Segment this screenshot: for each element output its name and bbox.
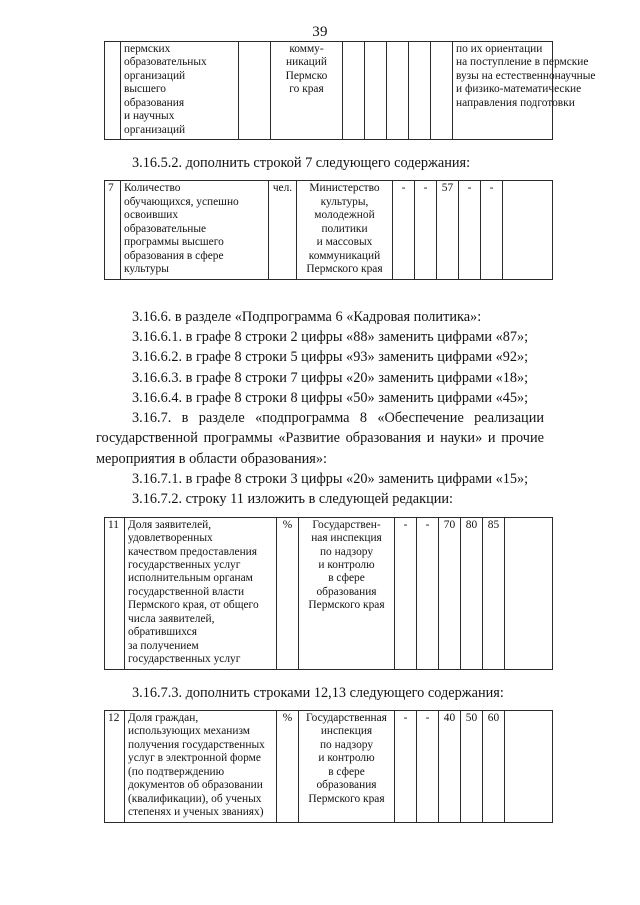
text-line: государственных услуг: [128, 558, 241, 571]
page-content: [0, 41, 640, 823]
cell-value: 85: [483, 517, 505, 669]
text-line: (по подтверждению: [128, 765, 225, 778]
text-line: пермских: [124, 43, 171, 55]
cell-value: -: [417, 517, 439, 669]
table-row: [105, 42, 553, 140]
cell-value: -: [393, 181, 415, 279]
paragraph-3-16-7-3: 3.16.7.3. дополнить строками 12,13 следующего содержания:: [132, 684, 504, 701]
table-continuation-wrapper: [104, 41, 596, 140]
text-line: в сфере: [328, 572, 365, 585]
text-line: образования в сфере: [124, 249, 224, 262]
text-line: по надзору: [319, 738, 374, 751]
text-line: документов об образовании: [128, 779, 263, 792]
paragraph-3-16-6-1: 3.16.6.1. в графе 8 строки 2 цифры «88» заменить цифрами «87»;: [132, 328, 529, 345]
text-line: числа заявителей,: [128, 612, 215, 625]
cell-organization: [297, 181, 393, 279]
cell-indicator-name: [125, 517, 277, 669]
table-row7: [104, 180, 553, 279]
text-line: Министерство: [309, 182, 380, 195]
text-line: организаций: [124, 123, 186, 136]
text-line: го края: [289, 83, 324, 96]
text-line: Пермского края: [308, 599, 385, 612]
text-line: направления подготовки: [456, 96, 575, 109]
text-line: и научных: [124, 110, 175, 123]
cell-unit: чел.: [269, 181, 297, 279]
text-line: Пермского края: [306, 263, 383, 276]
paragraph-3-16-6-3: 3.16.6.3. в графе 8 строки 7 цифры «20» заменить цифрами «18»;: [132, 369, 529, 386]
text-line: удовлетворенных: [128, 532, 213, 545]
spacer: [96, 280, 544, 294]
page-number: 39: [312, 24, 328, 40]
cell-unit: %: [277, 710, 299, 822]
spacer: [96, 703, 544, 710]
text-line: вузы на естественнонаучные: [456, 69, 596, 82]
cell-indicator-name: [125, 710, 277, 822]
text-line: освоивших: [124, 209, 179, 222]
text-line: обучающихся, успешно: [124, 195, 239, 208]
text-line: использующих механизм: [128, 725, 250, 738]
text-line: образовательные: [124, 222, 207, 235]
cell-value: -: [415, 181, 437, 279]
paragraph-3-16-6-4: 3.16.6.4. в графе 8 строки 8 цифры «50» заменить цифрами «45»;: [132, 389, 529, 406]
cell-unit: [239, 42, 271, 140]
text-line: качеством предоставления: [128, 545, 257, 558]
text-line: Количество: [124, 182, 181, 195]
cell-value: 57: [437, 181, 459, 279]
text-line: Пермско: [285, 69, 328, 82]
paragraph-3-16-6-2: 3.16.6.2. в графе 8 строки 5 цифры «93» заменить цифрами «92»;: [132, 349, 529, 366]
text-line: образования: [316, 585, 377, 598]
text-line: никаций: [286, 56, 327, 69]
table-row12: [104, 710, 553, 823]
cell-value: 50: [461, 710, 483, 822]
text-line: по надзору: [319, 545, 374, 558]
text-line: обратившихся: [128, 626, 197, 639]
cell-note: [503, 181, 553, 279]
text-line: высшего: [124, 83, 166, 96]
cell-value: [409, 42, 431, 140]
cell-row-number: [105, 42, 121, 140]
text-line: ная инспекция: [311, 532, 382, 545]
cell-value: 40: [439, 710, 461, 822]
text-line: культуры: [124, 263, 169, 276]
text-line: степенях и ученых званиях): [128, 806, 264, 819]
text-line: образования: [316, 779, 377, 792]
cell-value: -: [395, 710, 417, 822]
text-line: образовательных: [124, 56, 207, 69]
paragraph-3-16-7-2: 3.16.7.2. строку 11 изложить в следующей редакции:: [132, 491, 454, 508]
cell-row-number: 12: [105, 710, 125, 822]
paragraph-3-16-7-1: 3.16.7.1. в графе 8 строки 3 цифры «20» заменить цифрами «15»;: [132, 471, 529, 488]
cell-indicator-name: [121, 181, 269, 279]
table-row7-wrapper: [104, 180, 544, 279]
spacer: [96, 510, 544, 517]
cell-value: 70: [439, 517, 461, 669]
cell-value: 80: [461, 517, 483, 669]
text-line: и массовых: [316, 236, 373, 249]
cell-value: -: [395, 517, 417, 669]
text-line: Государственная: [306, 711, 387, 724]
text-line: по их ориентации: [456, 43, 543, 55]
text-line: молодежной: [314, 209, 375, 222]
cell-value: -: [459, 181, 481, 279]
cell-note: [453, 42, 596, 140]
cell-value: [431, 42, 453, 140]
cell-note: [505, 517, 553, 669]
text-line: исполнительным органам: [128, 572, 253, 585]
table-row: [105, 710, 553, 822]
text-line: инспекция: [320, 725, 373, 738]
text-line: комму-: [289, 43, 324, 55]
cell-unit: %: [277, 517, 299, 669]
spacer: [96, 173, 544, 180]
paragraph-3-16-7: 3.16.7. в разделе «подпрограмма 8 «Обеспечение реализации государственной программы «Развитие образования и науки» и прочие мероприятия в области образования»:: [96, 410, 544, 467]
table-row11-wrapper: [104, 517, 544, 670]
table-row11: [104, 517, 553, 670]
cell-organization: [271, 42, 343, 140]
text-line: услуг в электронной форме: [128, 752, 261, 765]
cell-value: -: [481, 181, 503, 279]
cell-note: [505, 710, 553, 822]
cell-organization: [299, 517, 395, 669]
text-line: государственной власти: [128, 585, 245, 598]
text-line: получения государственных: [128, 738, 265, 751]
text-line: и контролю: [318, 752, 375, 765]
text-line: Доля заявителей,: [128, 518, 212, 531]
cell-value: [343, 42, 365, 140]
cell-organization: [299, 710, 395, 822]
paragraph-3-16-6: 3.16.6. в разделе «Подпрограмма 6 «Кадровая политика»:: [132, 308, 482, 325]
text-line: организаций: [124, 69, 186, 82]
text-line: программы высшего: [124, 236, 224, 249]
text-line: и физико-математические: [456, 83, 582, 96]
paragraph-3-16-5-2: 3.16.5.2. дополнить строкой 7 следующего содержания:: [132, 155, 471, 172]
cell-indicator-name: [121, 42, 239, 140]
cell-value: -: [417, 710, 439, 822]
text-line: в сфере: [328, 765, 365, 778]
text-line: политики: [321, 222, 368, 235]
text-line: образования: [124, 96, 185, 109]
text-line: Государствен-: [312, 518, 381, 531]
text-line: коммуникаций: [308, 249, 381, 262]
table-row: [105, 181, 553, 279]
text-line: Пермского края, от общего: [128, 599, 259, 612]
table-row12-wrapper: [104, 710, 544, 823]
cell-value: [387, 42, 409, 140]
text-line: и контролю: [318, 558, 375, 571]
cell-row-number: 11: [105, 517, 125, 669]
text-line: государственных услуг: [128, 653, 241, 666]
text-line: Доля граждан,: [128, 711, 199, 724]
text-line: за получением: [128, 639, 199, 652]
text-line: Пермского края: [308, 792, 385, 805]
table-row: [105, 517, 553, 669]
cell-value: [365, 42, 387, 140]
text-line: на поступление в пермские: [456, 56, 589, 69]
cell-row-number: 7: [105, 181, 121, 279]
table-continuation: [104, 41, 596, 140]
text-line: культуры,: [320, 195, 369, 208]
cell-value: 60: [483, 710, 505, 822]
text-line: (квалификации), об ученых: [128, 792, 262, 805]
